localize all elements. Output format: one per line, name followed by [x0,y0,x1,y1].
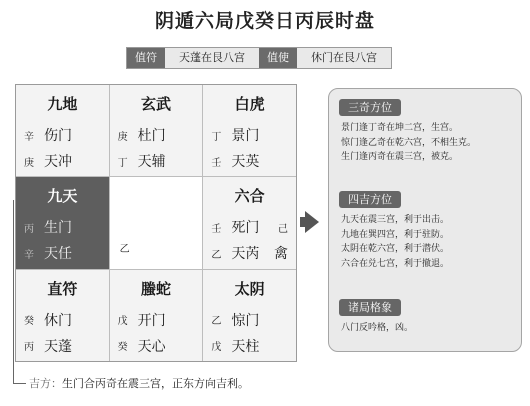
palace-dui [203,177,296,268]
palace-god: 九天 [47,187,78,206]
footer-connector-line [13,200,26,384]
palace-door: 休门 [44,312,72,329]
palace-door: 伤门 [44,128,72,144]
sanji-heading: 四吉方位 [339,191,401,208]
palace-star: 天任 [44,246,72,263]
palace-stem: 戊 [211,342,222,354]
palace-gen [16,270,109,361]
palace-xun [16,85,109,176]
sanji-line: 九地在巽四宫，利于驻防。 [341,229,450,240]
geju-list [341,321,517,336]
palace-stem: 乙 [211,249,222,261]
footer-text: 生门合丙奇在震三宫，正东方向吉利。 [62,377,249,390]
palace-stem: 乙 [211,316,222,328]
palace-star: 天辅 [137,154,166,170]
palace-star: 天英 [231,154,260,170]
palace-zhen [16,177,109,268]
palace-stem: 丁 [117,157,128,169]
palace-god: 九地 [47,95,78,113]
sanqi-heading: 三奇方位 [339,99,401,116]
zhifu-value: 天蓬在艮八宫 [165,48,259,68]
palace-stem: 癸 [24,316,34,328]
palace-god: 白虎 [234,95,265,113]
palace-star: 天芮 [231,246,260,263]
palace-extra-stem: 己 [277,224,288,236]
duty-info-bar [126,47,392,69]
palace-kan [110,270,203,361]
palace-stem: 癸 [117,342,128,354]
palace-door: 杜门 [137,128,166,144]
sanqi-line: 惊门逢乙奇在乾六宫，不相生克。 [341,137,477,148]
sanji-list [341,213,517,271]
palace-door: 开门 [137,312,166,329]
palace-stem: 丁 [211,131,222,143]
footer-label: 吉方： [29,377,62,390]
footer-note [29,375,249,391]
palace-star: 天心 [137,338,166,355]
palace-stem: 辛 [24,249,34,261]
palace-door: 死门 [231,220,260,237]
qimen-palace-grid [15,84,297,362]
sanji-line: 九天在震三宫，利于出击。 [341,215,450,225]
palace-stem: 壬 [211,157,222,169]
palace-stem: 丙 [24,342,34,354]
palace-door: 惊门 [231,312,260,329]
palace-door: 生门 [44,220,72,237]
zhishi-label: 值使 [259,48,297,68]
sanqi-line: 景门逢丁奇在坤二宫，生宫。 [341,123,459,133]
sanji-line: 太阴在乾六宫，利于潜伏。 [341,244,450,254]
palace-god: 螣蛇 [140,279,171,298]
palace-stem: 戊 [117,316,128,328]
palace-god: 太阴 [234,279,265,298]
palace-extra-star: 禽 [273,246,288,263]
sanji-line: 六合在兑七宫，利于撤退。 [341,258,450,269]
palace-kun [203,85,296,176]
palace-stem: 庚 [117,131,128,143]
palace-star: 天柱 [231,338,260,355]
page-title: 阴遁六局戊癸日丙辰时盘 [154,10,375,32]
palace-center [110,177,203,268]
palace-stem: 辛 [24,131,34,143]
palace-star: 天蓬 [44,338,72,355]
palace-stem: 壬 [211,223,222,235]
arrow-right-icon [305,211,319,233]
zhishi-value: 休门在艮八宫 [297,48,391,68]
palace-god: 直符 [47,279,78,298]
palace-qian [203,270,296,361]
sanqi-line: 生门逢丙奇在震三宫，被克。 [341,152,459,162]
palace-star: 天冲 [44,154,72,170]
palace-stem: 乙 [119,243,130,255]
analysis-panel [328,88,522,352]
sanqi-list [341,121,517,165]
geju-line: 八门反吟格，凶。 [341,323,414,333]
palace-li [110,85,203,176]
palace-stem: 丙 [24,223,34,235]
palace-stem: 庚 [24,157,34,169]
palace-door: 景门 [231,128,260,144]
palace-god: 六合 [234,187,265,206]
zhifu-label: 值符 [127,48,165,68]
geju-heading: 诸局格象 [339,299,401,316]
palace-god: 玄武 [140,95,171,113]
